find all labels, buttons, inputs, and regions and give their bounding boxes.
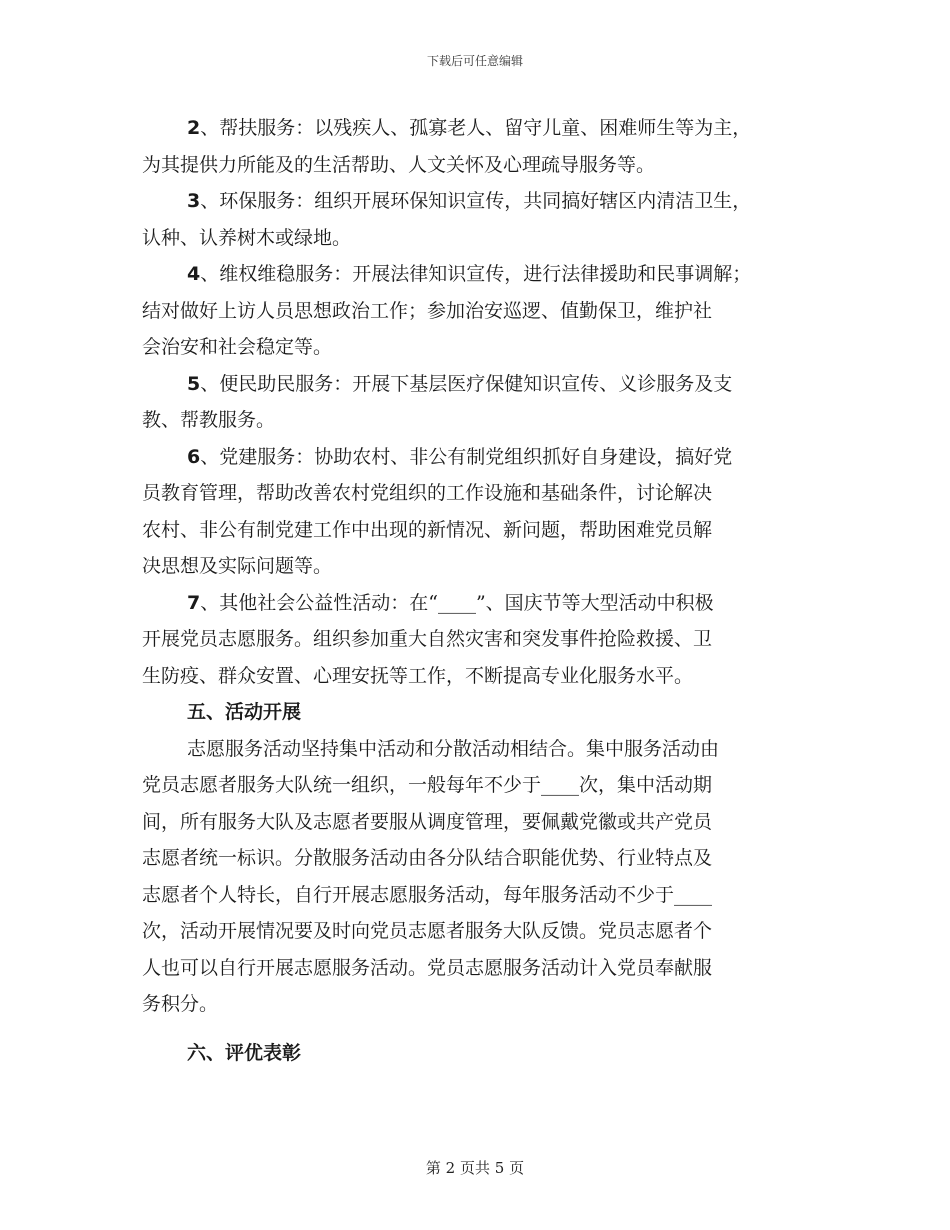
section-5-heading: 五、活动开展 xyxy=(187,701,302,723)
service-item-line: 员教育管理，帮助改善农村党组织的工作设施和基础条件，讨论解决 xyxy=(142,482,713,504)
service-item xyxy=(142,183,822,256)
paragraph-line: 志愿者统一标识。分散服务活动由各分队结合职能优势、行业特点及 xyxy=(142,847,713,869)
service-item-number: 6 xyxy=(187,445,201,468)
service-item-line: 认种、认养树木或绿地。 xyxy=(142,226,352,249)
service-item-first-line xyxy=(142,256,822,293)
paragraph-line: 人也可以自行开展志愿服务活动。党员志愿服务活动计入党员奉献服 xyxy=(142,956,713,979)
service-item-text: 、党建服务：协助农村、非公有制党组织抓好自身建设，搞好党 xyxy=(200,445,733,468)
section-5-body xyxy=(142,731,822,1023)
service-item-first-line xyxy=(142,439,822,476)
service-item xyxy=(142,110,822,183)
service-item xyxy=(142,256,822,366)
service-item-number: 7 xyxy=(187,591,201,614)
service-item-first-line xyxy=(142,585,822,622)
service-items-list xyxy=(142,110,822,694)
service-item-line: 决思想及实际问题等。 xyxy=(142,555,333,577)
section-6-heading: 六、评优表彰 xyxy=(187,1041,302,1064)
paragraph-line: 志愿者个人特长，自行开展志愿服务活动，每年服务活动不少于____ xyxy=(142,883,713,906)
paragraph-line: 务积分。 xyxy=(142,993,219,1015)
service-item-text: 、环保服务：组织开展环保知识宣传，共同搞好辖区内清洁卫生， xyxy=(200,190,752,212)
service-item-number: 4 xyxy=(187,263,201,285)
service-item-first-line xyxy=(142,366,822,403)
page-header: 下载后可任意编辑 xyxy=(426,54,523,68)
service-item-text: 、维权维稳服务：开展法律知识宣传，进行法律援助和民事调解； xyxy=(200,263,752,285)
service-item-line: 生防疫、群众安置、心理安抚等工作，不断提高专业化服务水平。 xyxy=(142,664,694,687)
service-item-line: 会治安和社会稳定等。 xyxy=(142,336,333,358)
document-body xyxy=(142,110,822,1071)
service-item-number: 3 xyxy=(187,190,201,212)
paragraph-line: 志愿服务活动坚持集中活动和分散活动相结合。集中服务活动由 xyxy=(187,737,720,760)
paragraph-line: 次，活动开展情况要及时向党员志愿者服务大队反馈。党员志愿者个 xyxy=(142,920,713,942)
service-item-number: 5 xyxy=(187,372,201,395)
service-item-number: 2 xyxy=(187,117,201,139)
service-item xyxy=(142,366,822,439)
service-item-line: 开展党员志愿服务。组织参加重大自然灾害和突发事件抢险救援、卫 xyxy=(142,628,713,650)
service-item-first-line xyxy=(142,110,822,147)
service-item-line: 教、帮教服务。 xyxy=(142,409,276,431)
service-item-text: 、便民助民服务：开展下基层医疗保健知识宣传、义诊服务及支 xyxy=(200,372,733,395)
service-item xyxy=(142,585,822,695)
paragraph-line: 党员志愿者服务大队统一组织，一般每年不少于____次，集中活动期 xyxy=(142,774,713,796)
page-footer: 第 2 页共 5 页 xyxy=(425,1159,525,1177)
service-item-text: 、其他社会公益性活动：在“____”、国庆节等大型活动中积极 xyxy=(200,591,714,614)
service-item xyxy=(142,439,822,585)
service-item-text: 、帮扶服务：以残疾人、孤寡老人、留守儿童、困难师生等为主， xyxy=(200,117,752,139)
service-item-first-line xyxy=(142,183,822,220)
service-item-line: 农村、非公有制党建工作中出现的新情况、新问题，帮助困难党员解 xyxy=(142,518,713,541)
service-item-line: 结对做好上访人员思想政治工作；参加治安巡逻、值勤保卫，维护社 xyxy=(142,299,713,322)
paragraph-line: 间，所有服务大队及志愿者要服从调度管理，要佩戴党徽或共产党员 xyxy=(142,810,713,833)
service-item-line: 为其提供力所能及的生活帮助、人文关怀及心理疏导服务等。 xyxy=(142,153,656,176)
